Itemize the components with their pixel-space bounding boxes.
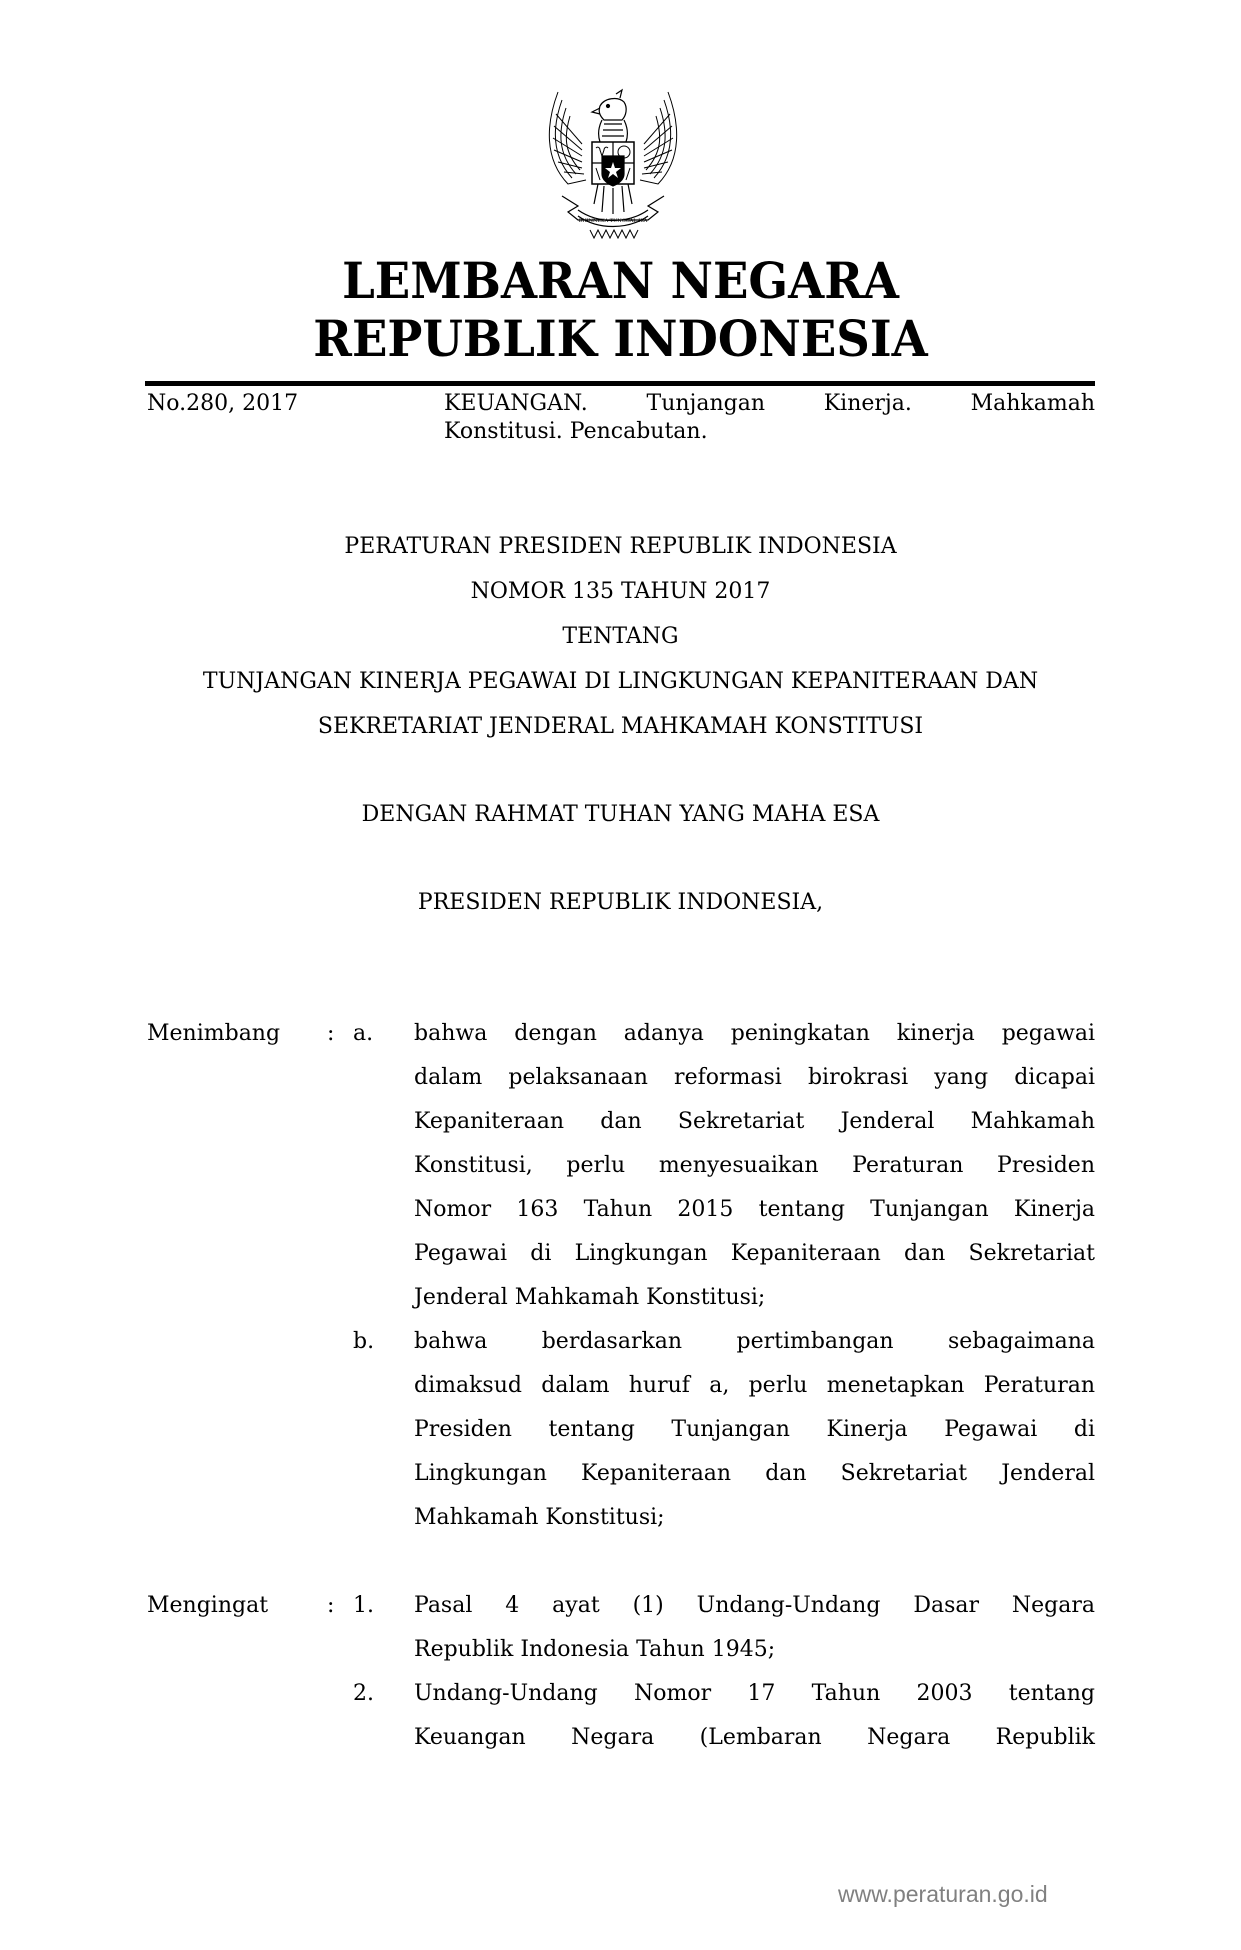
svg-text:BHINNEKA TUNGGAL IKA: BHINNEKA TUNGGAL IKA xyxy=(578,218,648,224)
masthead-divider xyxy=(145,381,1095,386)
garuda-emblem-icon xyxy=(538,84,688,244)
item-text xyxy=(414,1584,1095,1672)
text-line: dalam pelaksanaan reformasi birokrasi yang dicapai xyxy=(414,1065,1095,1090)
text-line: Lingkungan Kepaniteraan dan Sekretariat Jenderal xyxy=(414,1461,1095,1486)
text-line: bahwa dengan adanya peningkatan kinerja pegawai xyxy=(414,1021,1095,1046)
text-line: Pasal 4 ayat (1) Undang-Undang Dasar Negara xyxy=(414,1593,1095,1618)
text-line: Pegawai di Lingkungan Kepaniteraan dan Sekretariat xyxy=(414,1241,1095,1266)
text-line: Keuangan Negara (Lembaran Negara Republik xyxy=(414,1725,1095,1750)
regulation-subject-line1: TUNJANGAN KINERJA PEGAWAI DI LINGKUNGAN KEPANITERAAN DAN xyxy=(202,669,1039,694)
regulation-subject-line2: SEKRETARIAT JENDERAL MAHKAMAH KONSTITUSI xyxy=(317,714,924,739)
invocation: DENGAN RAHMAT TUHAN YANG MAHA ESA xyxy=(361,802,880,827)
masthead-title-line1: LEMBARAN NEGARA xyxy=(342,251,899,310)
item-marker: 1. xyxy=(353,1593,374,1618)
item-marker: 2. xyxy=(353,1681,374,1706)
text-line: dimaksud dalam huruf a, perlu menetapkan Peraturan xyxy=(414,1373,1095,1398)
gazette-category-line1: KEUANGAN. Tunjangan Kinerja. Mahkamah xyxy=(444,391,1095,416)
regulation-number: NOMOR 135 TAHUN 2017 xyxy=(470,579,771,604)
text-line: Konstitusi, perlu menyesuaikan Peraturan Presiden xyxy=(414,1153,1095,1178)
section-label: Mengingat xyxy=(147,1593,269,1618)
item-marker: a. xyxy=(353,1021,374,1046)
masthead-title-line2: REPUBLIK INDONESIA xyxy=(313,309,928,368)
gazette-category-line2: Konstitusi. Pencabutan. xyxy=(444,419,708,444)
regulation-type: PERATURAN PRESIDEN REPUBLIK INDONESIA xyxy=(344,534,897,559)
item-text xyxy=(414,1320,1095,1540)
item-text xyxy=(414,1672,1095,1760)
text-line: Jenderal Mahkamah Konstitusi; xyxy=(414,1285,766,1310)
section-label: Menimbang xyxy=(147,1021,281,1046)
text-line: Republik Indonesia Tahun 1945; xyxy=(414,1637,776,1662)
item-marker: b. xyxy=(353,1329,375,1354)
text-line: Mahkamah Konstitusi; xyxy=(414,1505,665,1530)
item-text xyxy=(414,1012,1095,1320)
gazette-category xyxy=(444,390,1095,446)
text-line: bahwa berdasarkan pertimbangan sebagaimana xyxy=(414,1329,1095,1354)
footer-website-link[interactable]: www.peraturan.go.id xyxy=(838,1881,1048,1907)
text-line: Undang-Undang Nomor 17 Tahun 2003 tentang xyxy=(414,1681,1095,1706)
text-line: Presiden tentang Tunjangan Kinerja Pegawai di xyxy=(414,1417,1095,1442)
issuer: PRESIDEN REPUBLIK INDONESIA, xyxy=(417,890,824,915)
text-line: Kepaniteraan dan Sekretariat Jenderal Mahkamah xyxy=(414,1109,1095,1134)
text-line: Nomor 163 Tahun 2015 tentang Tunjangan Kinerja xyxy=(414,1197,1095,1222)
section-colon: : xyxy=(327,1593,335,1618)
section-colon: : xyxy=(327,1021,335,1046)
gazette-number: No.280, 2017 xyxy=(147,391,299,416)
regulation-about-label: TENTANG xyxy=(562,624,679,649)
